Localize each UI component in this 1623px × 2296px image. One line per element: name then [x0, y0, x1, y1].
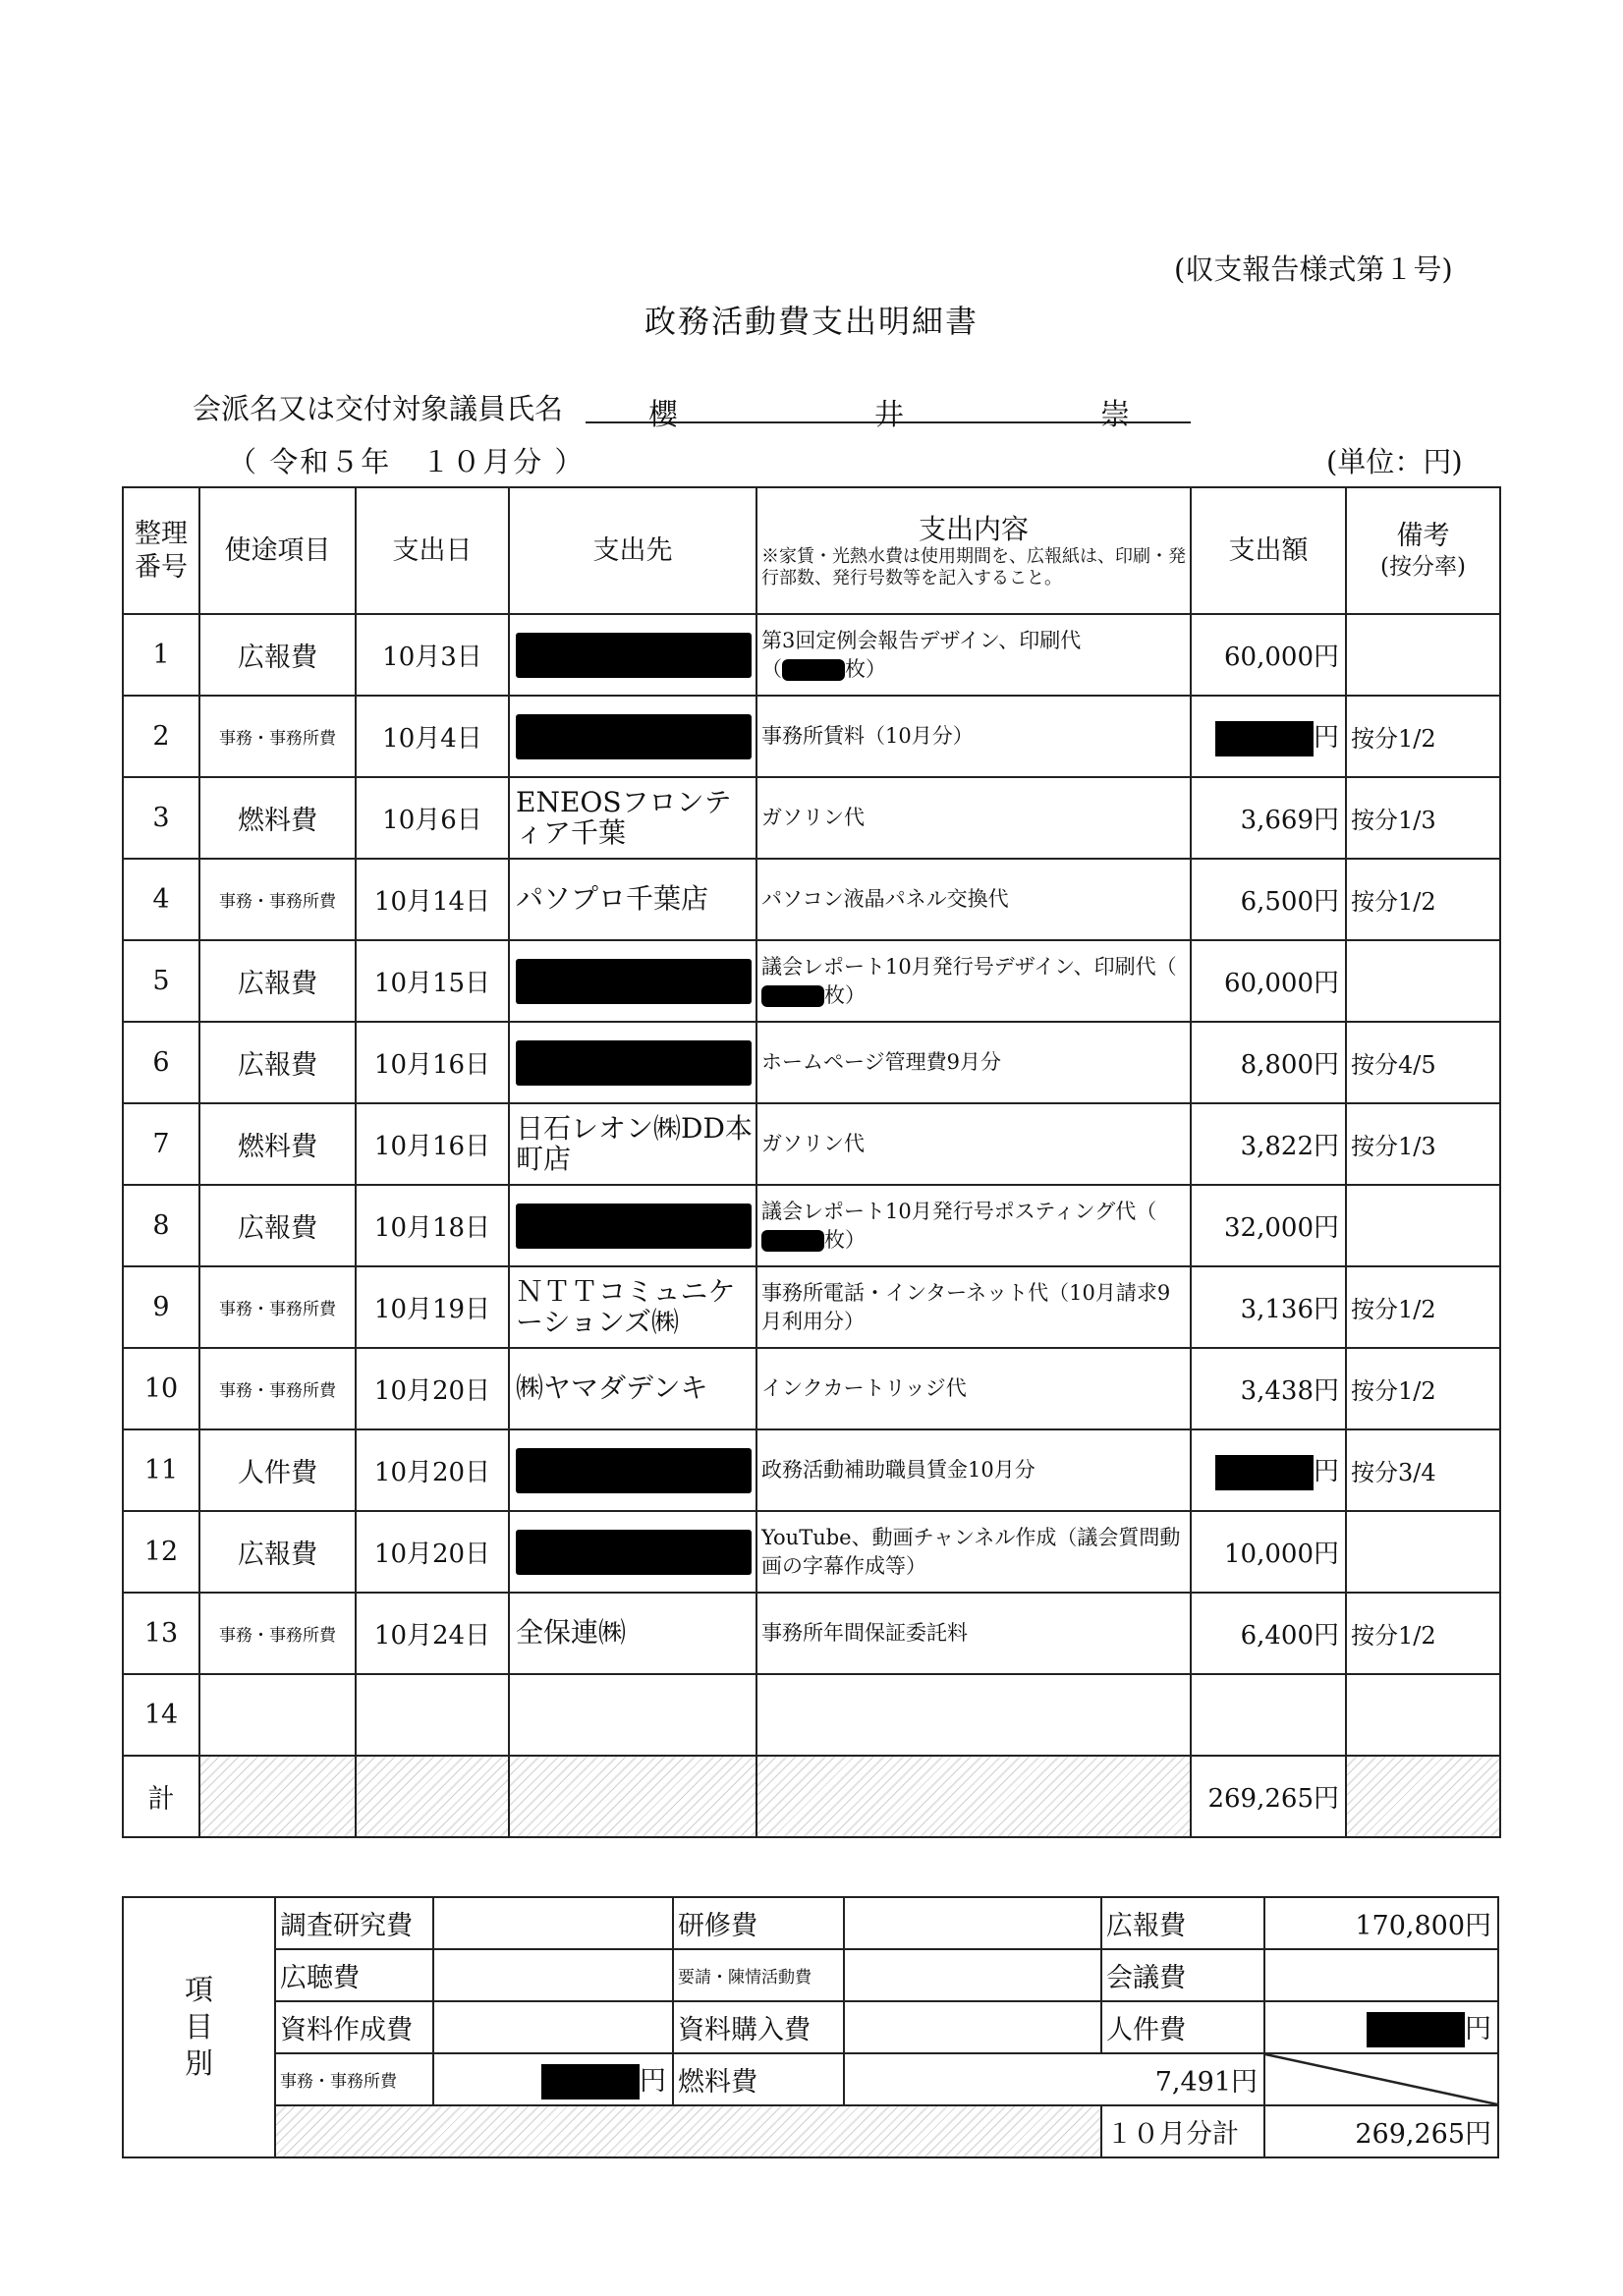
value-training — [844, 1897, 1101, 1949]
row-category: 広報費 — [199, 614, 356, 696]
row-date: 10月19日 — [356, 1266, 509, 1348]
row-amount: 60,000円 — [1191, 940, 1346, 1022]
header-note — [1346, 487, 1500, 614]
table-row — [123, 1674, 1500, 1756]
row-no: 11 — [123, 1429, 199, 1511]
redaction-block — [761, 985, 824, 1007]
table-row — [123, 1511, 1500, 1593]
content-text: （ — [1136, 1200, 1157, 1224]
row-payee — [509, 940, 756, 1022]
content-text: 第3回定例会報告デザイン、印刷代 — [761, 629, 1082, 653]
row-no: 7 — [123, 1103, 199, 1185]
row-amount: 3,822円 — [1191, 1103, 1346, 1185]
row-note: 按分1/2 — [1346, 1266, 1500, 1348]
redaction-block — [1215, 721, 1314, 756]
diagonal-cell — [1264, 2053, 1498, 2105]
row-no: 14 — [123, 1674, 199, 1756]
row-content: 事務所賃料（10月分） — [756, 696, 1191, 777]
header-date: 支出日 — [356, 487, 509, 614]
row-category: 人件費 — [199, 1429, 356, 1511]
row-category: 事務・事務所費 — [199, 1266, 356, 1348]
row-note — [1346, 1674, 1500, 1756]
row-date: 10月24日 — [356, 1593, 509, 1674]
row-no: 5 — [123, 940, 199, 1022]
row-no: 8 — [123, 1185, 199, 1266]
row-payee: 日石レオン㈱DD本町店 — [509, 1103, 756, 1185]
row-note: 按分1/3 — [1346, 1103, 1500, 1185]
unit-label: (単位：円) — [1326, 445, 1463, 478]
value-office — [433, 2053, 673, 2105]
row-category: 広報費 — [199, 1185, 356, 1266]
row-category: 燃料費 — [199, 777, 356, 859]
row-no: 2 — [123, 696, 199, 777]
redaction-block — [1215, 1455, 1314, 1490]
redaction-block — [761, 1230, 824, 1252]
label-fuel: 燃料費 — [673, 2053, 844, 2105]
row-content: パソコン液晶パネル交換代 — [756, 859, 1191, 940]
summary-side-label — [123, 1897, 275, 2157]
row-content — [756, 1185, 1191, 1266]
row-amount: 3,669円 — [1191, 777, 1346, 859]
row-no: 10 — [123, 1348, 199, 1429]
table-row — [123, 1593, 1500, 1674]
table-row — [123, 859, 1500, 940]
row-note — [1346, 940, 1500, 1022]
total-amount: 269,265円 — [1191, 1756, 1346, 1837]
row-date: 10月4日 — [356, 696, 509, 777]
amount-text: 円 — [1465, 2013, 1491, 2044]
table-row — [123, 1429, 1500, 1511]
row-payee: ㈱ヤマダデンキ — [509, 1348, 756, 1429]
row-content — [756, 614, 1191, 696]
table-row — [123, 1185, 1500, 1266]
row-category: 広報費 — [199, 1022, 356, 1103]
header-category: 使途項目 — [199, 487, 356, 614]
table-row — [123, 940, 1500, 1022]
value-month-total: 269,265円 — [1264, 2105, 1498, 2157]
row-content: 事務所電話・インターネット代（10月請求9月利用分） — [756, 1266, 1191, 1348]
row-amount: 3,438円 — [1191, 1348, 1346, 1429]
summary-table — [122, 1896, 1499, 2158]
row-no: 9 — [123, 1266, 199, 1348]
row-no: 13 — [123, 1593, 199, 1674]
row-date: 10月6日 — [356, 777, 509, 859]
row-amount: 3,136円 — [1191, 1266, 1346, 1348]
row-content: YouTube、動画チャンネル作成（議会質問動画の字幕作成等） — [756, 1511, 1191, 1593]
row-note — [1346, 1511, 1500, 1593]
row-amount: 6,500円 — [1191, 859, 1346, 940]
label-personnel: 人件費 — [1101, 2001, 1264, 2053]
row-amount — [1191, 696, 1346, 777]
row-category: 事務・事務所費 — [199, 696, 356, 777]
label-research: 調査研究費 — [275, 1897, 433, 1949]
member-name — [586, 390, 1191, 432]
table-row — [123, 1266, 1500, 1348]
row-date: 10月3日 — [356, 614, 509, 696]
header-content — [756, 487, 1191, 614]
row-category: 燃料費 — [199, 1103, 356, 1185]
row-date: 10月14日 — [356, 859, 509, 940]
row-content: 政務活動補助職員賃金10月分 — [756, 1429, 1191, 1511]
row-amount: 8,800円 — [1191, 1022, 1346, 1103]
amount-text: 円 — [640, 2065, 666, 2097]
table-row — [123, 1348, 1500, 1429]
total-row — [123, 1756, 1500, 1837]
row-category: 広報費 — [199, 1511, 356, 1593]
row-payee — [509, 1674, 756, 1756]
row-note: 按分1/2 — [1346, 696, 1500, 777]
label-docs-buy: 資料購入費 — [673, 2001, 844, 2053]
row-note: 按分1/2 — [1346, 1348, 1500, 1429]
label-pr: 広報費 — [1101, 1897, 1264, 1949]
row-content: ホームページ管理費9月分 — [756, 1022, 1191, 1103]
row-amount: 60,000円 — [1191, 614, 1346, 696]
header-no: 整理番号 — [123, 487, 199, 614]
header-note-sub: (按分率) — [1380, 554, 1466, 580]
redaction-block — [516, 714, 752, 759]
summary-row — [123, 1897, 1498, 1949]
content-text: 枚） — [824, 982, 866, 1007]
value-pr: 170,800円 — [1264, 1897, 1498, 1949]
row-payee — [509, 1022, 756, 1103]
table-row — [123, 1022, 1500, 1103]
value-docs-buy — [844, 2001, 1101, 2053]
row-date — [356, 1674, 509, 1756]
row-date: 10月20日 — [356, 1511, 509, 1593]
summary-row — [123, 1949, 1498, 2001]
row-category: 事務・事務所費 — [199, 1348, 356, 1429]
table-row — [123, 1103, 1500, 1185]
row-no: 6 — [123, 1022, 199, 1103]
blank-cell — [199, 1756, 356, 1837]
redaction-block — [516, 1448, 752, 1493]
row-amount: 32,000円 — [1191, 1185, 1346, 1266]
row-date: 10月16日 — [356, 1022, 509, 1103]
header-amount: 支出額 — [1191, 487, 1346, 614]
label-meeting: 会議費 — [1101, 1949, 1264, 2001]
row-payee — [509, 614, 756, 696]
amount-text: 円 — [1313, 1456, 1339, 1486]
blank-cell — [756, 1756, 1191, 1837]
label-office: 事務・事務所費 — [275, 2053, 433, 2105]
row-category: 広報費 — [199, 940, 356, 1022]
row-no: 1 — [123, 614, 199, 696]
row-payee — [509, 1511, 756, 1593]
row-payee — [509, 696, 756, 777]
amount-text: 円 — [1313, 722, 1339, 753]
row-category: 事務・事務所費 — [199, 859, 356, 940]
member-name-char: 櫻 — [648, 398, 678, 432]
label-month-total: １０月分計 — [1101, 2105, 1264, 2157]
summary-row — [123, 2001, 1498, 2053]
table-header-row — [123, 487, 1500, 614]
row-note: 按分4/5 — [1346, 1022, 1500, 1103]
value-meeting — [1264, 1949, 1498, 2001]
report-period: （ 令和５年 １０月分 ） — [228, 445, 586, 478]
side-label-text: 項目別 — [184, 1972, 213, 2081]
row-content — [756, 1674, 1191, 1756]
row-date: 10月16日 — [356, 1103, 509, 1185]
redaction-block — [516, 633, 752, 678]
redaction-block — [782, 659, 845, 681]
label-hearing: 広聴費 — [275, 1949, 433, 2001]
row-payee: ENEOSフロンティア千葉 — [509, 777, 756, 859]
blank-cell — [356, 1756, 509, 1837]
value-personnel — [1264, 2001, 1498, 2053]
header-note-title: 備考 — [1396, 521, 1450, 552]
row-date: 10月15日 — [356, 940, 509, 1022]
row-payee: ＮＴＴコミュニケーションズ㈱ — [509, 1266, 756, 1348]
row-no: 4 — [123, 859, 199, 940]
value-docs-make — [433, 2001, 673, 2053]
blank-cell — [1346, 1756, 1500, 1837]
redaction-block — [516, 1040, 752, 1086]
redaction-block — [541, 2064, 640, 2100]
redaction-block — [1367, 2012, 1465, 2047]
content-text: 枚） — [824, 1227, 866, 1252]
row-payee — [509, 1429, 756, 1511]
content-text: 議会レポート10月発行号デザイン、印刷代 — [761, 955, 1156, 980]
row-payee: 全保連㈱ — [509, 1593, 756, 1674]
row-note: 按分3/4 — [1346, 1429, 1500, 1511]
row-note — [1346, 614, 1500, 696]
header-payee: 支出先 — [509, 487, 756, 614]
row-amount: 10,000円 — [1191, 1511, 1346, 1593]
row-content: 事務所年間保証委託料 — [756, 1593, 1191, 1674]
form-number: (収支報告様式第１号) — [1174, 252, 1453, 286]
row-payee — [509, 1185, 756, 1266]
row-content: ガソリン代 — [756, 1103, 1191, 1185]
table-row — [123, 614, 1500, 696]
row-date: 10月20日 — [356, 1348, 509, 1429]
summary-row — [123, 2053, 1498, 2105]
document-title: 政務活動費支出明細書 — [644, 303, 979, 340]
row-amount — [1191, 1674, 1346, 1756]
label-training: 研修費 — [673, 1897, 844, 1949]
row-note: 按分1/2 — [1346, 859, 1500, 940]
member-label: 会派名又は交付対象議員氏名 — [193, 392, 564, 425]
member-name-char: 井 — [874, 398, 904, 432]
header-content-note: ※家賃・光熱水費は使用期間を、広報紙は、印刷・発行部数、発行号数等を記入すること。 — [761, 545, 1186, 588]
row-content: インクカートリッジ代 — [756, 1348, 1191, 1429]
content-text: 議会レポート10月発行号ポスティング代 — [761, 1200, 1137, 1224]
row-no: 3 — [123, 777, 199, 859]
value-fuel: 7,491円 — [844, 2053, 1264, 2105]
label-petition: 要請・陳情活動費 — [673, 1949, 844, 2001]
table-row — [123, 696, 1500, 777]
blank-cell — [275, 2105, 1101, 2157]
expense-table — [122, 486, 1501, 1838]
row-amount — [1191, 1429, 1346, 1511]
row-category: 事務・事務所費 — [199, 1593, 356, 1674]
row-note: 按分1/3 — [1346, 777, 1500, 859]
blank-cell — [509, 1756, 756, 1837]
row-content: ガソリン代 — [756, 777, 1191, 859]
member-name-char: 崇 — [1100, 398, 1130, 432]
value-hearing — [433, 1949, 673, 2001]
value-research — [433, 1897, 673, 1949]
value-petition — [844, 1949, 1101, 2001]
row-category — [199, 1674, 356, 1756]
header-content-title: 支出内容 — [918, 512, 1029, 545]
redaction-block — [516, 1204, 752, 1249]
summary-row — [123, 2105, 1498, 2157]
row-date: 10月18日 — [356, 1185, 509, 1266]
content-text: （ — [761, 656, 782, 681]
row-content — [756, 940, 1191, 1022]
table-row — [123, 777, 1500, 859]
row-date: 10月20日 — [356, 1429, 509, 1511]
row-note: 按分1/2 — [1346, 1593, 1500, 1674]
row-amount: 6,400円 — [1191, 1593, 1346, 1674]
row-note — [1346, 1185, 1500, 1266]
label-docs-make: 資料作成費 — [275, 2001, 433, 2053]
row-no: 12 — [123, 1511, 199, 1593]
redaction-block — [516, 959, 752, 1004]
content-text: 枚） — [845, 656, 886, 681]
total-label: 計 — [123, 1756, 199, 1837]
redaction-block — [516, 1530, 752, 1575]
row-payee: パソプロ千葉店 — [509, 859, 756, 940]
content-text: （ — [1155, 955, 1177, 980]
